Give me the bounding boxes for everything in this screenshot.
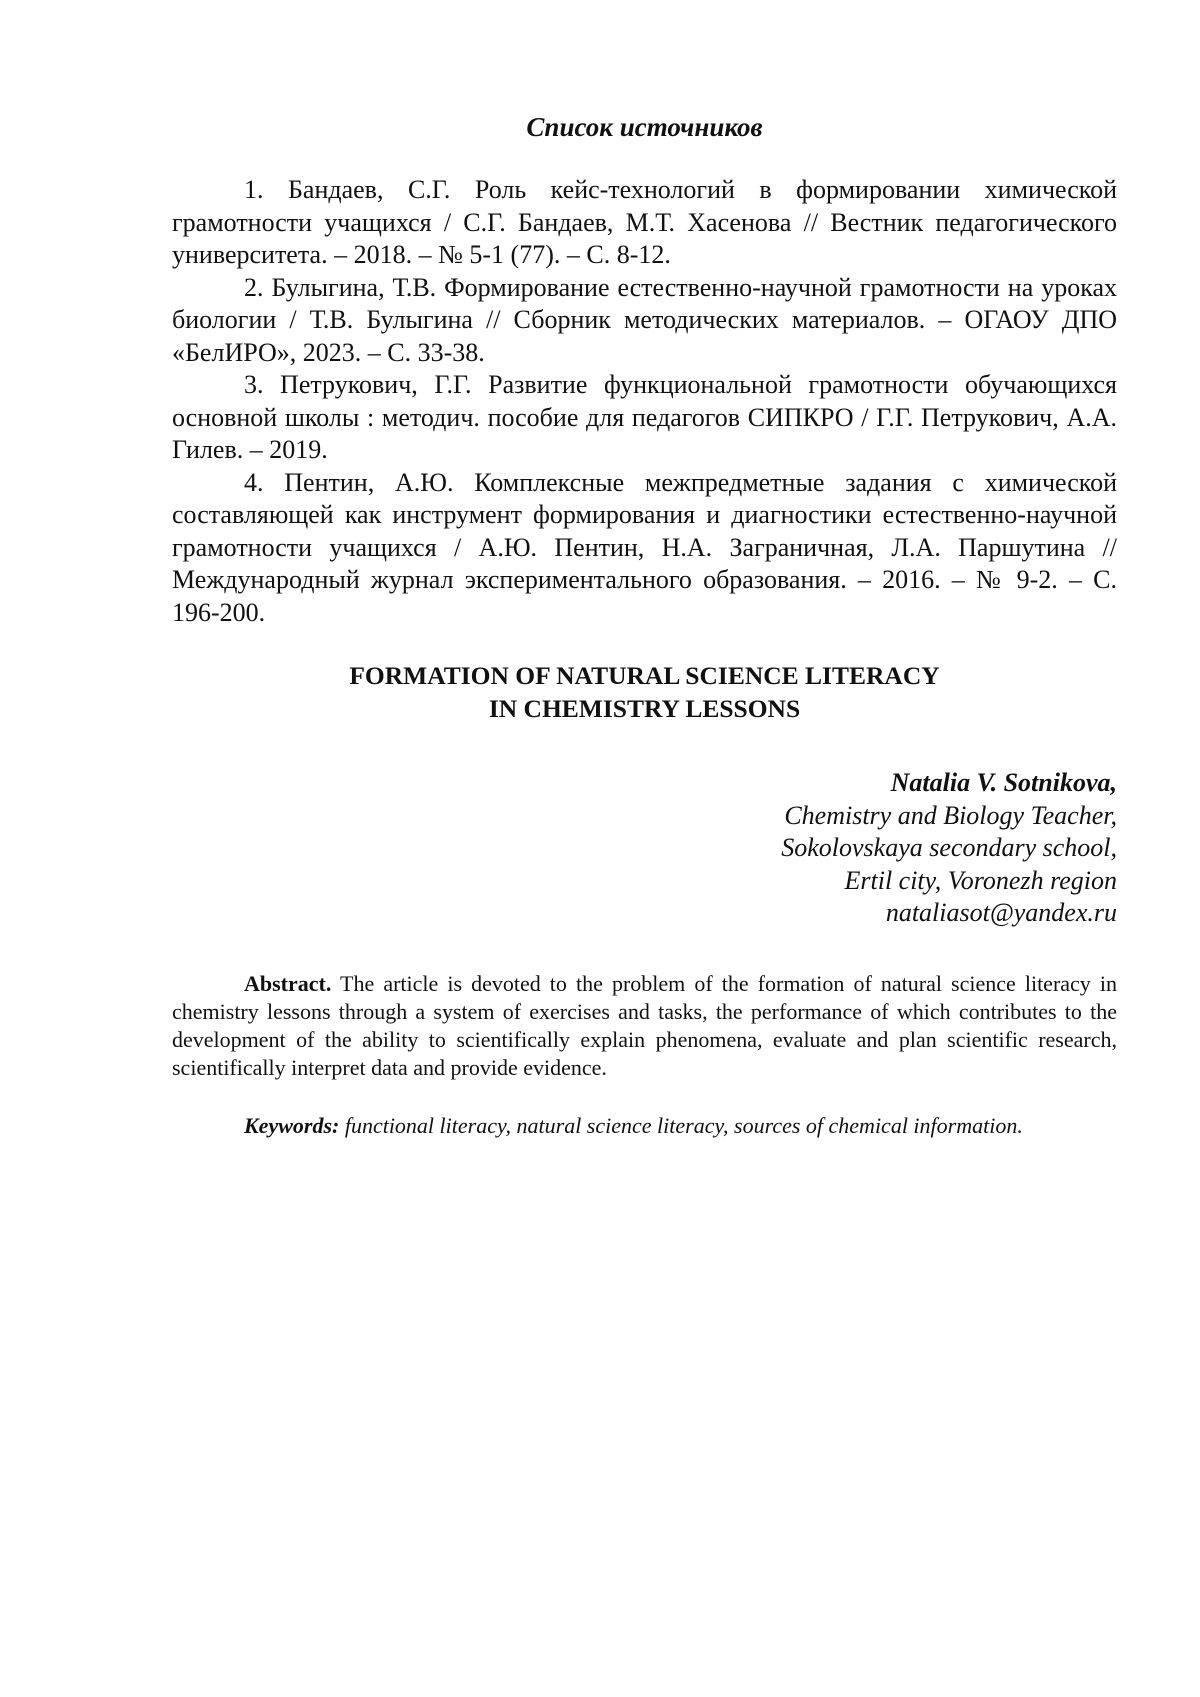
author-email: nataliasot@yandex.ru	[885, 898, 1117, 927]
keywords-paragraph	[172, 1112, 1117, 1140]
reference-item-2: 2. Булыгина, Т.В. Формирование естественно-научной грамотности на уроках биологии / Т.В. Булыгина // Сборник методических материалов. – ОГАОУ ДПО «БелИРО», 2023. – С. 33-38.	[172, 272, 1117, 367]
author-position: Chemistry and Biology Teacher,	[784, 800, 1117, 830]
abstract-text: The article is devoted to the problem of the formation of natural science literacy in chemistry lessons through a system of exercises and tasks, the performance of which contributes to the development of the ability to scientifically explain phenomena, evaluate and plan scientific research, scientifically interpret data and provide evidence.	[172, 970, 1117, 1080]
author-school: Sokolovskaya secondary school,	[781, 833, 1117, 862]
references-list	[172, 174, 1117, 629]
reference-item-4: 4. Пентин, А.Ю. Комплексные межпредметные задания с химической составляющей как инструмент формирования и диагностики естественно-научной грамотности учащихся / А.Ю. Пентин, Н.А. Заграничная, Л.А. Паршутина // Международный журнал экспериментального образования. – 2016. – № 9-2. – С. 196-200.	[172, 467, 1117, 627]
keywords-text: functional literacy, natural science literacy, sources of chemical information.	[339, 1112, 1023, 1138]
keywords-label: Keywords:	[244, 1112, 340, 1138]
article-title-line-1: FORMATION OF NATURAL SCIENCE LITERACY	[349, 661, 940, 690]
article-title-line-2: IN CHEMISTRY LESSONS	[488, 694, 801, 723]
reference-item-1: 1. Бандаев, С.Г. Роль кейс-технологий в формировании химической грамотности учащихся / С.Г. Бандаев, М.Т. Хасенова // Вестник педагогического университета. – 2018. – № 5-1 (77). – С. 8-12.	[172, 175, 1117, 269]
references-heading: Список источников	[526, 112, 763, 142]
document-page	[172, 110, 1117, 1140]
reference-item-3: 3. Петрукович, Г.Г. Развитие функциональной грамотности обучающихся основной школы : методич. пособие для педагогов СИПКРО / Г.Г. Петрукович, А.А. Гилев. – 2019.	[172, 370, 1117, 464]
abstract-paragraph	[172, 970, 1117, 1082]
author-location: Ertil city, Voronezh region	[844, 865, 1117, 895]
author-name: Natalia V. Sotnikova,	[890, 768, 1117, 797]
article-title	[172, 659, 1117, 725]
author-block	[172, 767, 1117, 930]
abstract-label: Abstract.	[244, 970, 332, 996]
